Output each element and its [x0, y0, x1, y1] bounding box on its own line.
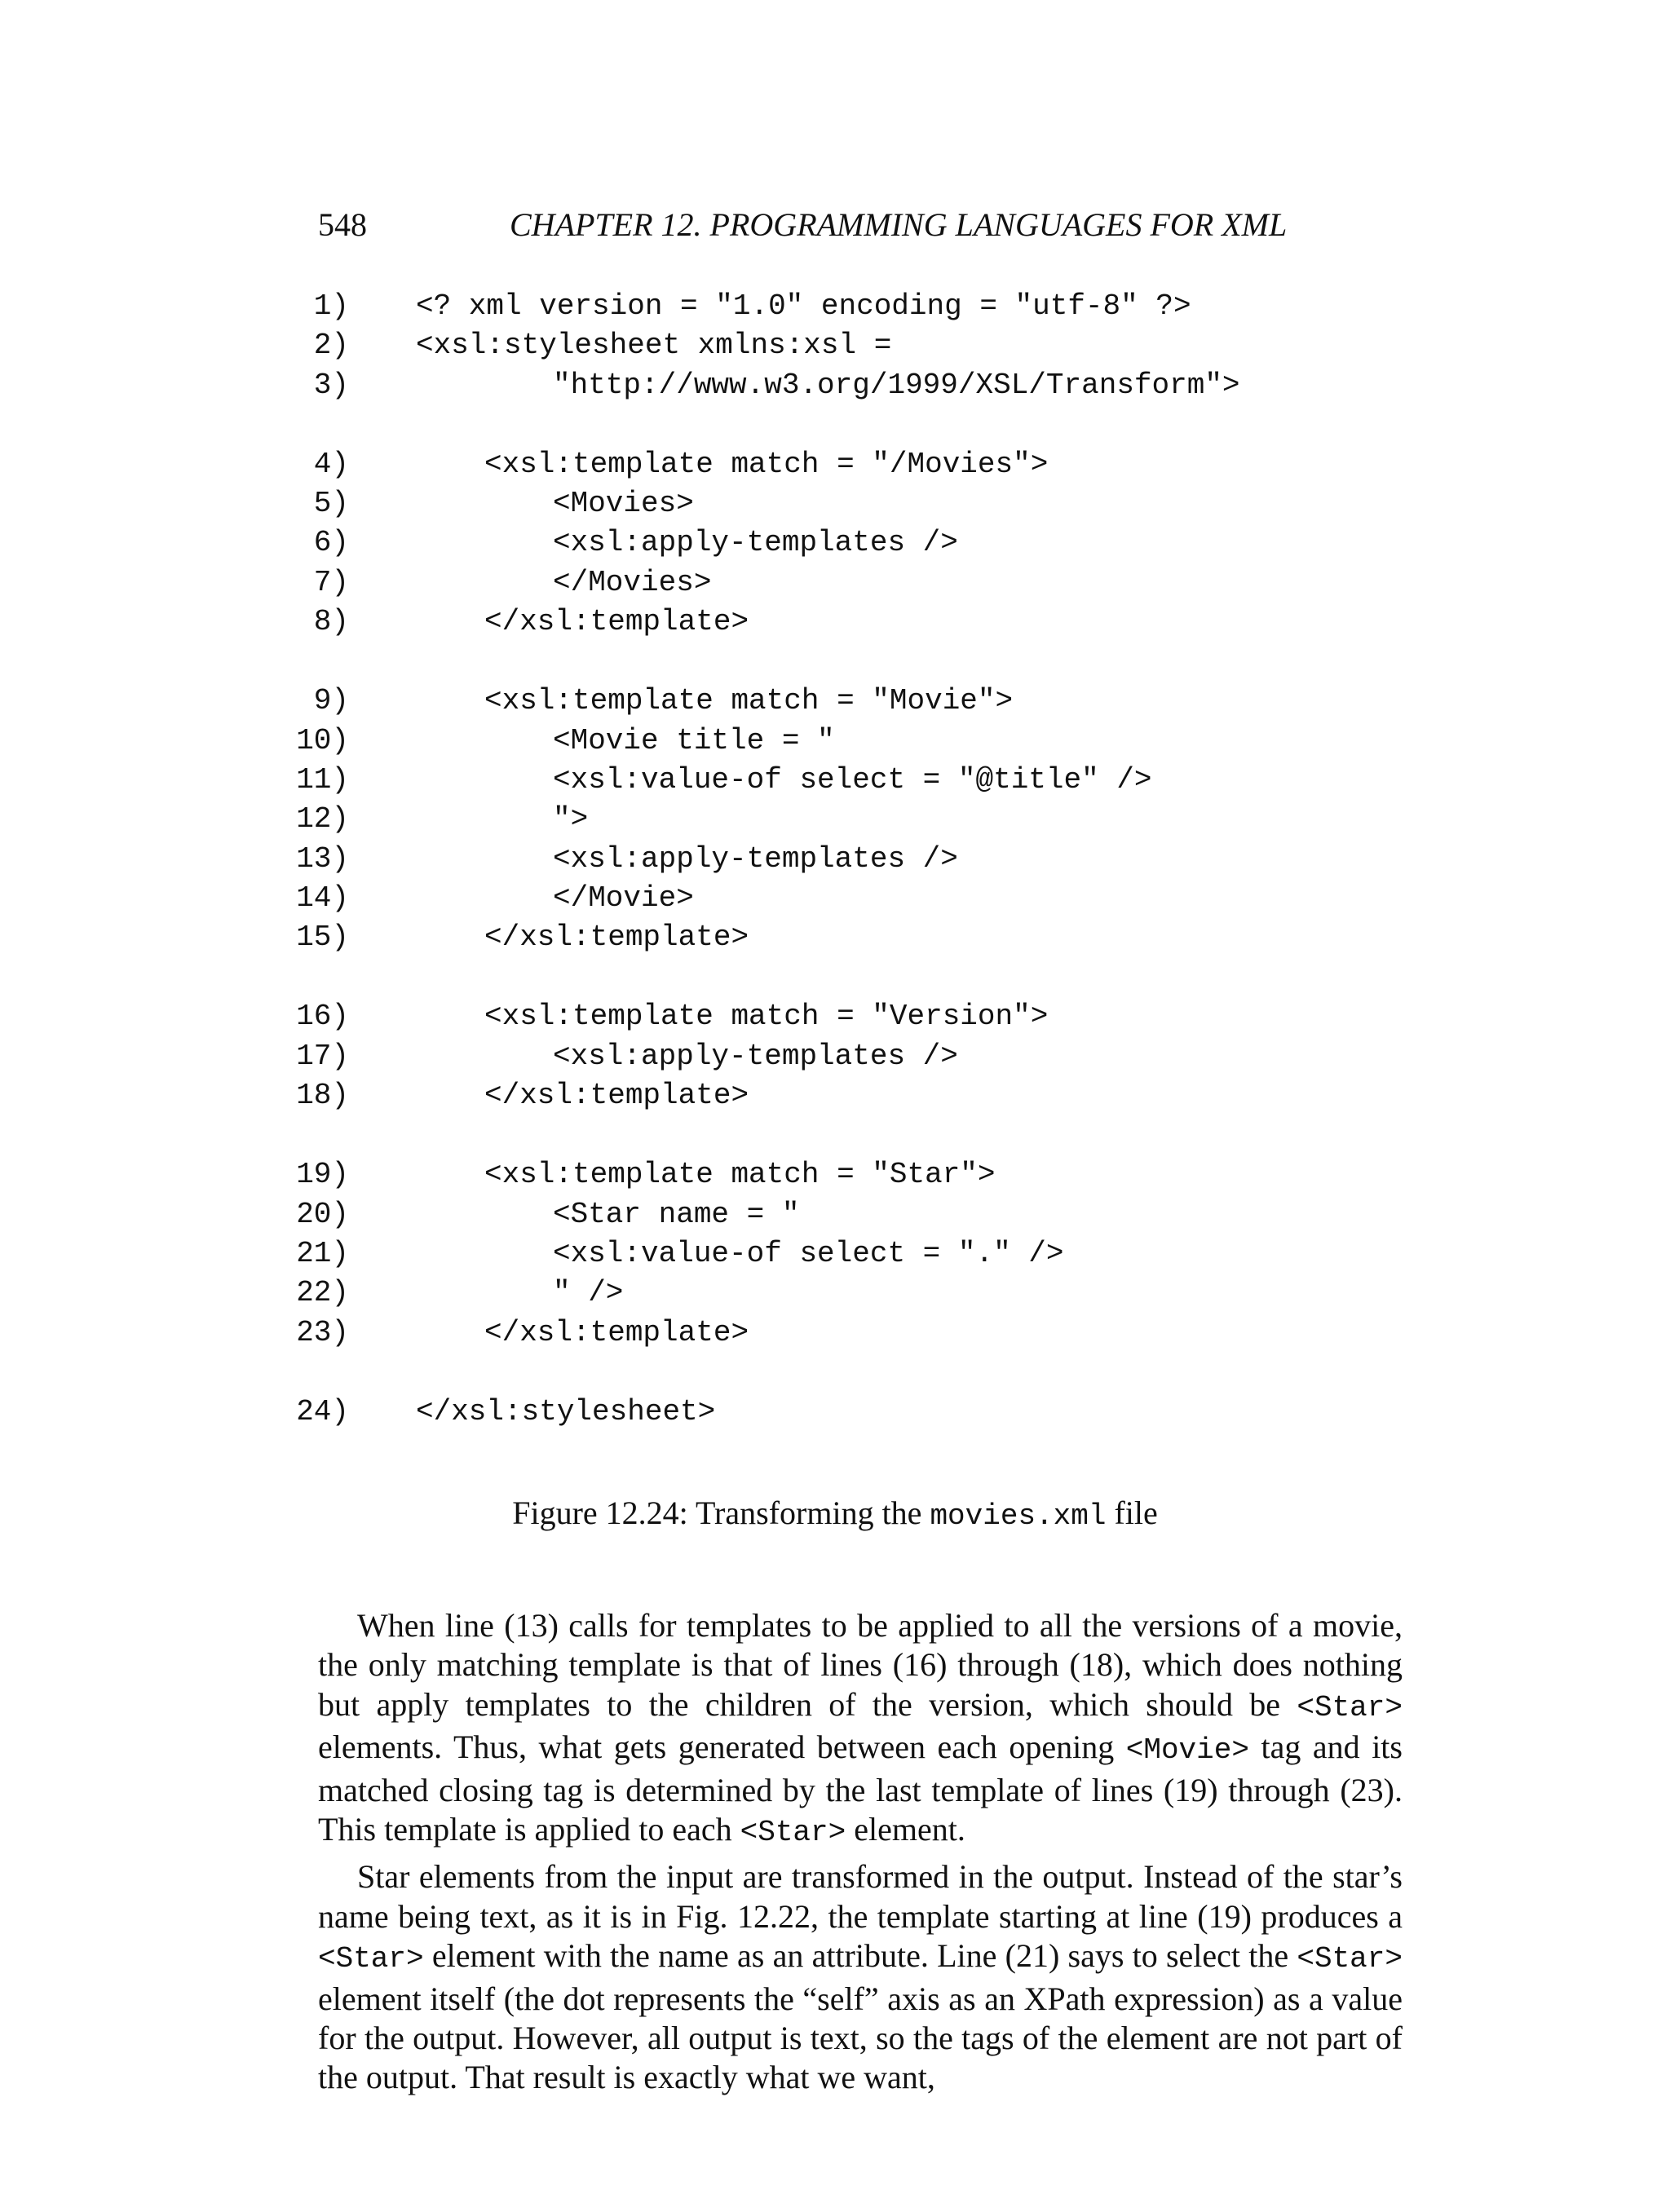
line-number: 15) — [296, 921, 349, 955]
line-number: 12) — [296, 802, 349, 837]
code-line — [294, 879, 1435, 918]
code-line — [294, 1155, 1435, 1194]
paragraph-text: When line (13) calls for templates to be applied to all the versions of a movie, the only matching template is that of lines (16) through (18), which does nothing but apply templates to the children of the version, which should be — [318, 1607, 1403, 1723]
code-line — [294, 366, 1435, 405]
code-line — [294, 800, 1435, 839]
line-number: 2) — [313, 329, 349, 363]
inline-code: <Star> — [318, 1942, 424, 1976]
body-text — [318, 1606, 1403, 2098]
paragraph — [318, 1857, 1403, 2097]
inline-code: <Star> — [740, 1816, 846, 1850]
line-code: </xsl:template> — [484, 921, 749, 955]
line-code: "> — [553, 802, 589, 837]
code-line — [294, 840, 1435, 879]
line-number: 11) — [296, 762, 349, 797]
code-line — [294, 326, 1435, 365]
line-code: <xsl:template match = "Star"> — [484, 1158, 996, 1192]
code-line — [294, 722, 1435, 761]
figure-caption — [0, 1494, 1670, 1533]
paragraph-text: element with the name as an attribute. Line (21) says to select the — [423, 1937, 1297, 1975]
code-line — [294, 918, 1435, 957]
code-line — [294, 682, 1435, 721]
line-number: 9) — [313, 684, 349, 718]
line-code: <xsl:template match = "Version"> — [484, 1000, 1049, 1034]
inline-code: <Star> — [1297, 1942, 1403, 1976]
line-code: " /> — [553, 1276, 624, 1310]
line-code: </Movies> — [553, 565, 712, 599]
paragraph-text: tag and its matched closing tag is determined by the last template of lines (19) through (23). This template is applied to each — [318, 1729, 1403, 1848]
line-code: <Movies> — [553, 487, 694, 521]
caption-text: file — [1106, 1495, 1158, 1531]
line-number: 17) — [296, 1039, 349, 1073]
running-head: CHAPTER 12. PROGRAMMING LANGUAGES FOR XML — [510, 206, 1288, 243]
code-line — [294, 1393, 1435, 1432]
line-number: 1) — [313, 289, 349, 323]
code-line — [294, 287, 1435, 326]
page-number: 548 — [318, 206, 367, 243]
line-code: <xsl:apply-templates /> — [553, 1039, 958, 1073]
code-line — [294, 563, 1435, 603]
line-number: 23) — [296, 1315, 349, 1349]
line-number: 8) — [313, 605, 349, 639]
line-number: 3) — [313, 368, 349, 402]
line-code: <Star name = " — [553, 1197, 800, 1231]
line-code: <xsl:apply-templates /> — [553, 841, 958, 876]
line-code: </xsl:template> — [484, 605, 749, 639]
inline-code: <Movie> — [1125, 1733, 1249, 1768]
code-line — [294, 1076, 1435, 1115]
line-number: 16) — [296, 1000, 349, 1034]
inline-code: <Star> — [1297, 1690, 1403, 1724]
line-number: 4) — [313, 447, 349, 481]
line-number: 21) — [296, 1236, 349, 1270]
code-line — [294, 603, 1435, 642]
line-code: <xsl:stylesheet xmlns:xsl = — [416, 329, 892, 363]
code-line — [294, 523, 1435, 563]
code-line — [294, 1195, 1435, 1234]
line-code: <xsl:value-of select = "." /> — [553, 1236, 1064, 1270]
caption-code: movies.xml — [930, 1499, 1107, 1533]
line-code: <? xml version = "1.0" encoding = "utf-8" ?> — [416, 289, 1191, 323]
line-number: 14) — [296, 881, 349, 915]
code-line — [294, 1037, 1435, 1076]
line-code: </xsl:stylesheet> — [416, 1394, 716, 1428]
line-code: </Movie> — [553, 881, 694, 915]
line-code: <Movie title = " — [553, 723, 835, 757]
line-code: <xsl:value-of select = "@title" /> — [553, 762, 1152, 797]
caption-text: Figure 12.24: Transforming the — [512, 1495, 930, 1531]
line-number: 6) — [313, 526, 349, 560]
line-code: <xsl:template match = "Movie"> — [484, 684, 1014, 718]
code-line — [294, 761, 1435, 800]
line-number: 24) — [296, 1394, 349, 1428]
code-line — [294, 1314, 1435, 1353]
line-number: 22) — [296, 1276, 349, 1310]
line-number: 7) — [313, 565, 349, 599]
line-code: "http://www.w3.org/1999/XSL/Transform"> — [553, 368, 1240, 402]
paragraph — [318, 1606, 1403, 1852]
line-number: 20) — [296, 1197, 349, 1231]
code-line — [294, 997, 1435, 1036]
line-number: 13) — [296, 841, 349, 876]
line-number: 5) — [313, 487, 349, 521]
line-number: 18) — [296, 1079, 349, 1113]
code-line — [294, 1234, 1435, 1274]
line-code: <xsl:template match = "/Movies"> — [484, 447, 1049, 481]
paragraph-text: elements. Thus, what gets generated between each opening — [318, 1729, 1126, 1766]
line-number: 19) — [296, 1158, 349, 1192]
code-line — [294, 1274, 1435, 1313]
code-listing — [294, 287, 1435, 1432]
paragraph-text: element itself (the dot represents the “self” axis as an XPath expression) as a value for the output. However, all output is text, so the tags of the element are not part of the output. That result is exactly what we want, — [318, 1980, 1403, 2096]
paragraph-text: Star elements from the input are transformed in the output. Instead of the star’s name being text, as it is in Fig. 12.22, the template starting at line (19) produces a — [318, 1858, 1403, 1935]
code-line — [294, 484, 1435, 523]
line-code: <xsl:apply-templates /> — [553, 526, 958, 560]
paragraph-text: element. — [846, 1811, 965, 1848]
code-line — [294, 445, 1435, 484]
line-code: </xsl:template> — [484, 1315, 749, 1349]
line-code: </xsl:template> — [484, 1079, 749, 1113]
line-number: 10) — [296, 723, 349, 757]
